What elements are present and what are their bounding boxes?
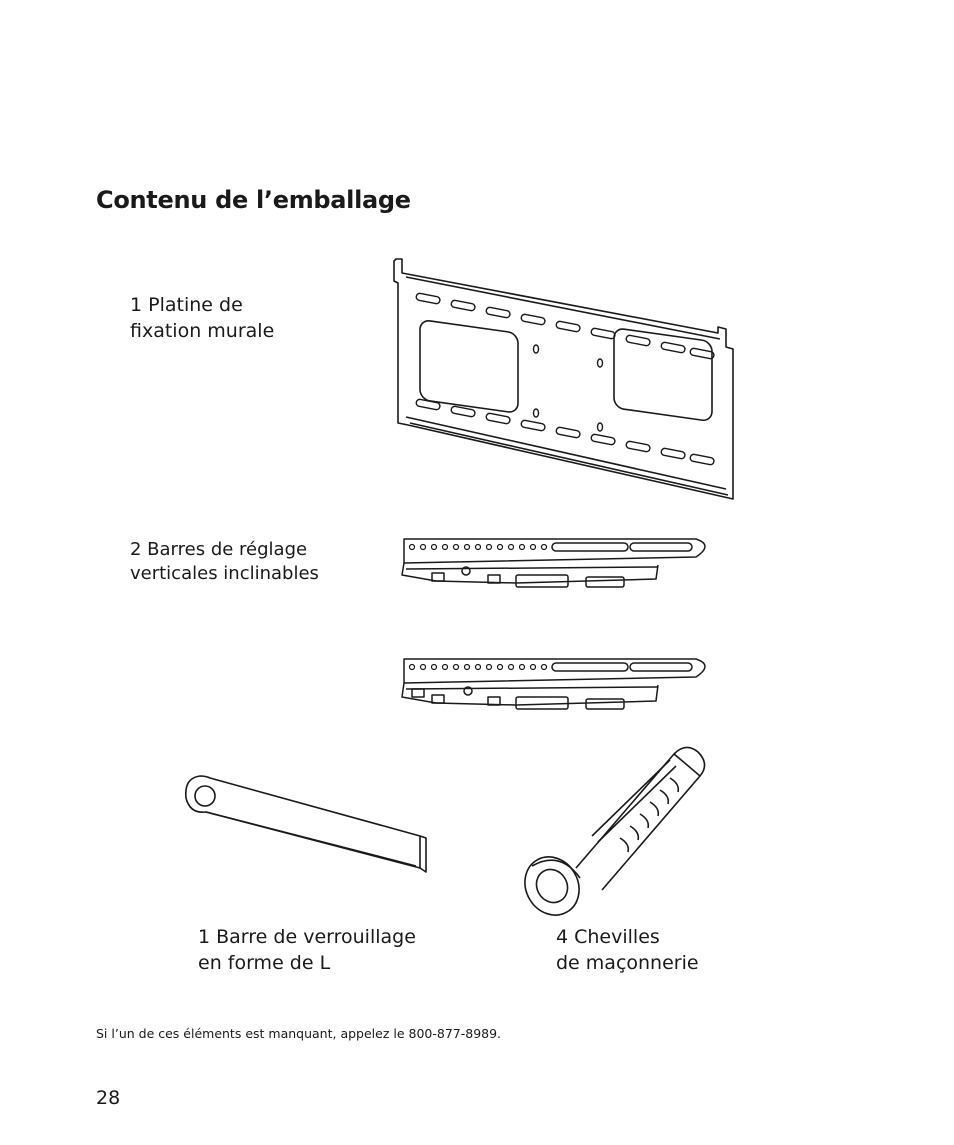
tilt-bar-illustration <box>396 655 716 715</box>
page-title: Contenu de l’emballage <box>96 186 411 214</box>
item-label-line: 2 Barres de réglage <box>130 539 308 560</box>
item-label-line: 4 Chevilles <box>556 926 660 948</box>
item-label-wall-plate <box>130 292 274 344</box>
item-label-line: de maçonnerie <box>556 952 699 974</box>
item-label-line: en forme de L <box>198 952 331 974</box>
item-label-tilt-bars <box>130 538 319 586</box>
masonry-anchor-illustration <box>520 740 710 920</box>
item-label-locking-bar <box>198 924 416 976</box>
page-number: 28 <box>96 1087 121 1109</box>
item-label-line: 1 Barre de verrouillage <box>198 926 416 948</box>
item-label-masonry-anchors <box>556 924 699 976</box>
item-label-line: verticales inclinables <box>130 563 319 584</box>
locking-bar-illustration <box>180 770 435 880</box>
item-label-line: fixation murale <box>130 320 275 342</box>
missing-items-note: Si l’un de ces éléments est manquant, appelez le 800-877-8989. <box>96 1026 502 1041</box>
tilt-bar-illustration <box>396 535 716 595</box>
wall-plate-illustration <box>388 255 738 505</box>
item-label-line: 1 Platine de <box>130 294 243 316</box>
